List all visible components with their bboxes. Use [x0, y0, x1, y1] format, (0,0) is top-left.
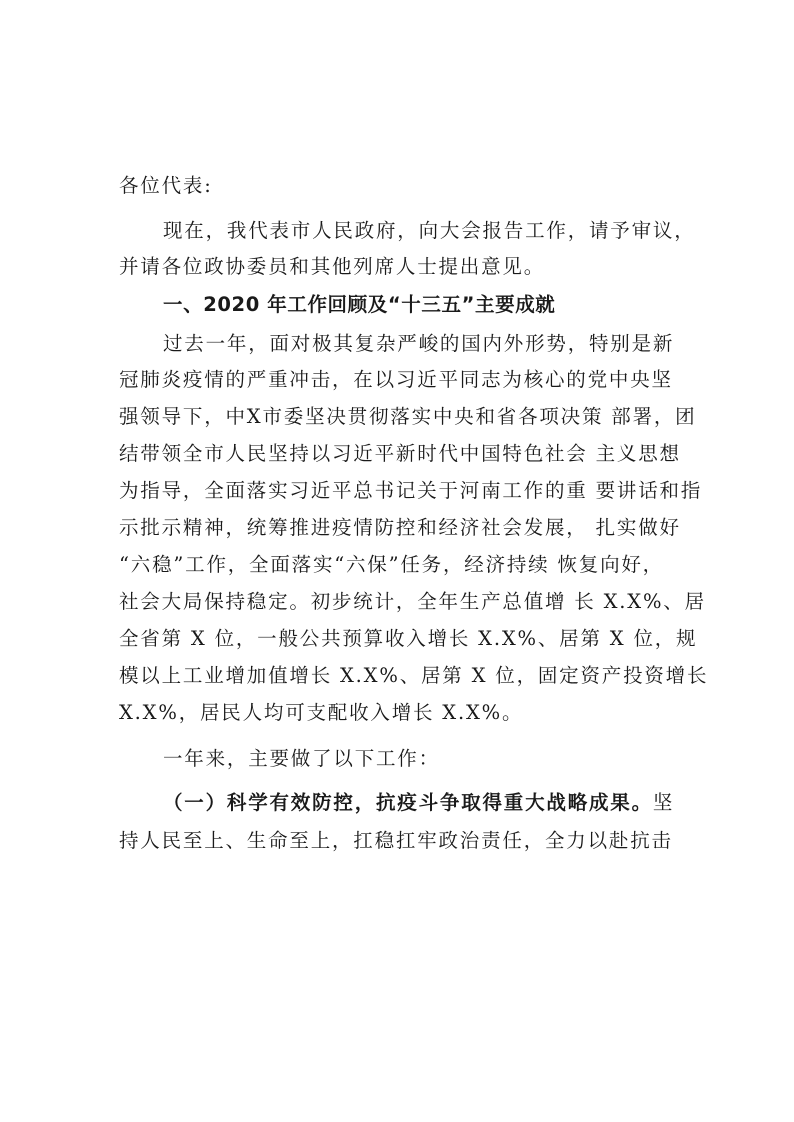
paragraph-line: 强领导下，中X市委坚决贯彻落实中央和省各项决策 部署，团 [119, 405, 697, 428]
section-heading: 一、2020 年工作回顾及“十三五”主要成就 [163, 293, 556, 316]
paragraph-line: 模以上工业增加值增长 X.X%、居第 X 位，固定资产投资增长 [119, 664, 709, 687]
paragraph-line: 过去一年，面对极其复杂严峻的国内外形势，特别是新 [163, 332, 675, 355]
subsection-first-line [163, 788, 689, 818]
paragraph-line: 为指导，全面落实习近平总书记关于河南工作的重 要讲话和指 [119, 479, 703, 502]
paragraph-line: 结带领全市人民坚持以习近平新时代中国特色社会 主义思想 [119, 442, 681, 465]
paragraph-line: “六稳”工作，全面落实“六保”任务，经济持续 恢复向好， [119, 553, 664, 576]
paragraph-line: 冠肺炎疫情的严重冲击，在以习近平同志为核心的党中央坚 [119, 368, 673, 391]
intro-line-1: 现在，我代表市人民政府，向大会报告工作，请予审议， [163, 219, 696, 242]
paragraph-line: 社会大局保持稳定。初步统计，全年生产总值增 长 X.X%、居 [119, 590, 706, 613]
paragraph-line: 全省第 X 位，一般公共预算收入增长 X.X%、居第 X 位，规 [119, 627, 698, 650]
work-intro: 一年来，主要做了以下工作： [163, 747, 440, 770]
intro-line-2: 并请各位政协委员和其他列席人士提出意见。 [119, 255, 546, 278]
paragraph-line: X.X%，居民人均可支配收入增长 X.X%。 [119, 701, 524, 724]
salutation: 各位代表: [119, 174, 213, 197]
subsection-title: （一）科学有效防控，抗疫斗争取得重大战略成果。 [163, 791, 653, 814]
paragraph-line: 示批示精神，统筹推进疫情防控和经济社会发展， 扎实做好 [119, 516, 681, 539]
subsection-continuation: 持人民至上、生命至上，扛稳扛牢政治责任，全力以赴抗击 [119, 829, 673, 852]
subsection-text-start: 坚 [652, 791, 675, 814]
